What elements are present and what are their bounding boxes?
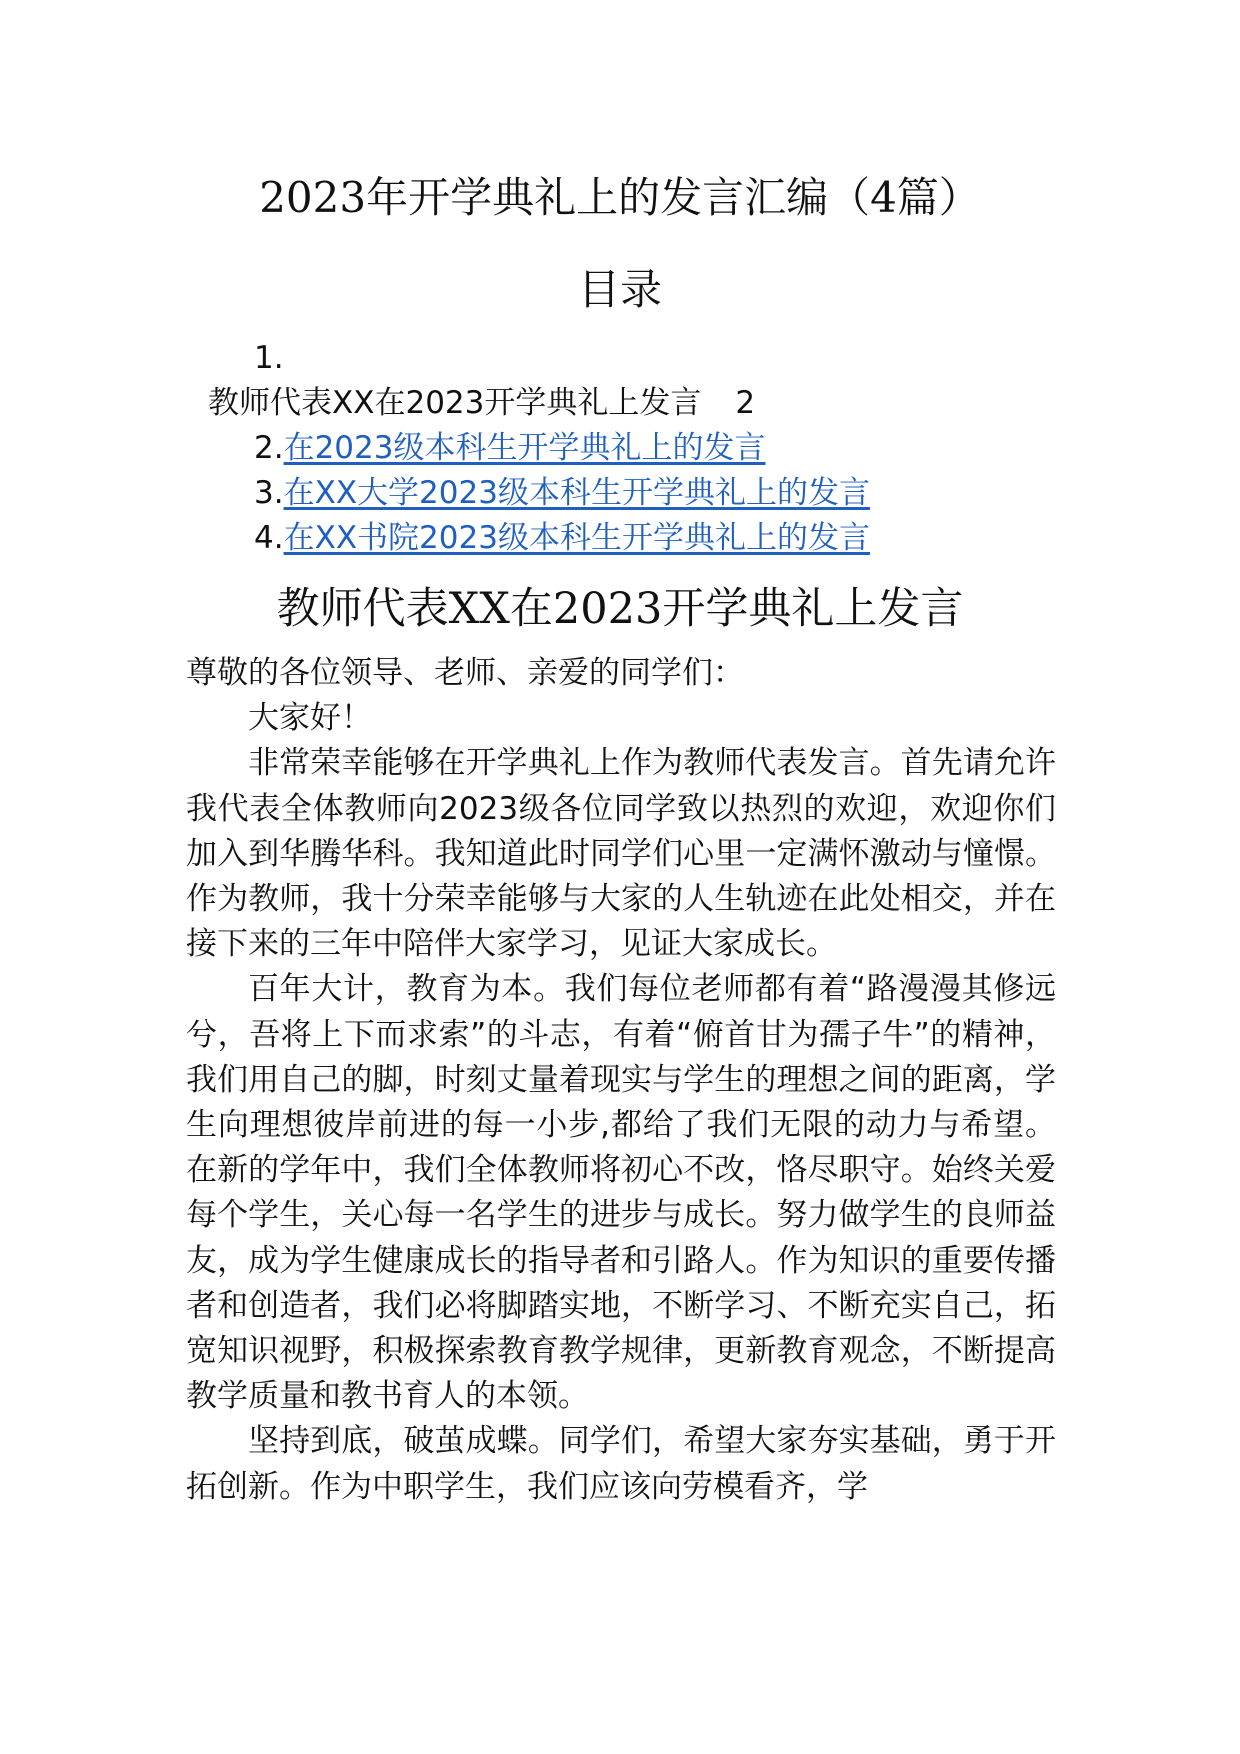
paragraph-2: 百年大计，教育为本。我们每位老师都有着“路漫漫其修远兮，吾将上下而求索”的斗志，有着“俯首甘为孺子牛”的精神，我们用自己的脚，时刻丈量着现实与学生的理想之间的距离，学生向理想彼岸前进的每一小步,都给了我们无限的动力与希望。在新的学年中，我们全体教师将初心不改，恪尽职守。始终关爱每个学生，关心每一名学生的进步与成长。努力做学生的良师益友，成为学生健康成长的指导者和引路人。作为知识的重要传播者和创造者，我们必将脚踏实地，不断学习、不断充实自己，拓宽知识视野，积极探索教育教学规律，更新教育观念，不断提高教学质量和教书育人的本领。 — [186, 971, 1056, 1415]
toc-item-number: 1. — [254, 340, 284, 376]
toc-item-number: 4. — [254, 520, 284, 556]
toc-item-2 — [254, 426, 765, 471]
toc-item-1 — [208, 381, 755, 426]
toc-item-4 — [254, 516, 870, 561]
toc-item-3 — [254, 471, 870, 516]
paragraph-3: 坚持到底，破茧成蝶。同学们，希望大家夯实基础，勇于开拓创新。作为中职学生，我们应该向劳模看齐，学 — [186, 1423, 1056, 1505]
paragraph-greeting: 大家好！ — [248, 700, 372, 737]
toc-heading: 目录 — [577, 265, 662, 314]
toc-link-3[interactable]: 在XX大学2023级本科生开学典礼上的发言 — [283, 475, 870, 511]
document-title: 2023年开学典礼上的发言汇编（4篇） — [259, 173, 981, 222]
paragraph-1: 非常荣幸能够在开学典礼上作为教师代表发言。首先请允许我代表全体教师向2023级各位同学致以热烈的欢迎，欢迎你们加入到华腾华科。我知道此时同学们心里一定满怀激动与憧憬。作为教师，我十分荣幸能够与大家的人生轨迹在此处相交，并在接下来的三年中陪伴大家学习，见证大家成长。 — [186, 745, 1056, 963]
section-title: 教师代表XX在2023开学典礼上发言 — [276, 584, 964, 634]
toc-link-2[interactable]: 在2023级本科生开学典礼上的发言 — [283, 430, 766, 466]
speech-body — [186, 651, 1056, 1510]
toc-item-number: 3. — [254, 475, 284, 511]
toc-item-1-number — [254, 336, 284, 381]
toc-link-4[interactable]: 在XX书院2023级本科生开学典礼上的发言 — [283, 520, 870, 556]
toc-item-page-number: 2 — [735, 385, 756, 421]
salutation: 尊敬的各位领导、老师、亲爱的同学们： — [186, 655, 744, 691]
toc-item-number: 2. — [254, 430, 284, 466]
toc-item-title: 教师代表XX在2023开学典礼上发言 — [208, 385, 702, 421]
